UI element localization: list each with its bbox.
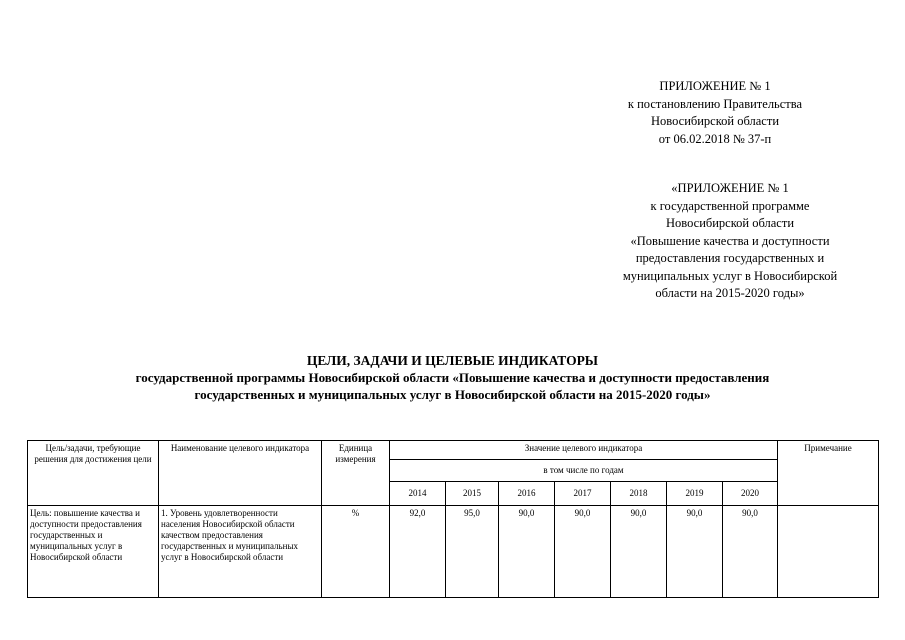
- header-year: 2017: [555, 482, 611, 506]
- program-appendix-block: [580, 180, 880, 303]
- table-row: [28, 506, 879, 598]
- cell-value: 92,0: [390, 506, 446, 598]
- program-appendix-line: муниципальных услуг в Новосибирской: [622, 268, 838, 283]
- program-appendix-line: Новосибирской области: [665, 216, 795, 230]
- program-appendix-line: «ПРИЛОЖЕНИЕ № 1: [671, 181, 789, 195]
- header-year: 2015: [446, 482, 499, 506]
- header-year: 2018: [611, 482, 667, 506]
- program-appendix-line: «Повышение качества и доступности: [630, 233, 830, 248]
- header-year: 2014: [390, 482, 446, 506]
- header-unit: Единица измерения: [322, 441, 390, 506]
- header-by-years: в том числе по годам: [390, 460, 778, 482]
- decree-appendix-line: к постановлению Правительства: [627, 96, 803, 111]
- header-year: 2019: [667, 482, 723, 506]
- cell-goal: Цель: повышение качества и доступности предоставления государственных и муниципальных услуг в Новосибирской области: [28, 506, 159, 598]
- cell-value: 95,0: [446, 506, 499, 598]
- decree-appendix-block: [610, 78, 820, 148]
- header-year: 2016: [499, 482, 555, 506]
- header-goal: Цель/задачи, требующие решения для достижения цели: [28, 441, 159, 506]
- document-title: ЦЕЛИ, ЗАДАЧИ И ЦЕЛЕВЫЕ ИНДИКАТОРЫ: [306, 353, 599, 368]
- program-appendix-line: области на 2015-2020 годы»: [655, 286, 805, 300]
- document-heading: [40, 352, 865, 403]
- cell-value: 90,0: [611, 506, 667, 598]
- header-year: 2020: [723, 482, 778, 506]
- program-appendix-line: предоставления государственных и: [635, 251, 825, 265]
- header-note: Примечание: [778, 441, 879, 506]
- cell-value: 90,0: [499, 506, 555, 598]
- header-indicator-value: Значение целевого индикатора: [390, 441, 778, 460]
- decree-appendix-line: Новосибирской области: [650, 114, 780, 128]
- cell-unit: %: [322, 506, 390, 598]
- cell-value: 90,0: [667, 506, 723, 598]
- document-subtitle: государственных и муниципальных услуг в Новосибирской области на 2015-2020 годы»: [194, 387, 711, 402]
- program-appendix-line: к государственной программе: [650, 198, 810, 213]
- header-indicator: Наименование целевого индикатора: [159, 441, 322, 506]
- document-subtitle: государственной программы Новосибирской области «Повышение качества и доступности предоставления: [135, 370, 770, 385]
- cell-indicator: 1. Уровень удовлетворенности населения Новосибирской области качеством предоставления государственных и муниципальных услуг в Новосибирской области: [159, 506, 322, 598]
- decree-appendix-line: ПРИЛОЖЕНИЕ № 1: [659, 79, 771, 93]
- decree-appendix-line: от 06.02.2018 № 37-п: [658, 131, 772, 146]
- goals-indicators-table: [27, 440, 879, 598]
- cell-value: 90,0: [723, 506, 778, 598]
- cell-value: 90,0: [555, 506, 611, 598]
- cell-note: [778, 506, 879, 598]
